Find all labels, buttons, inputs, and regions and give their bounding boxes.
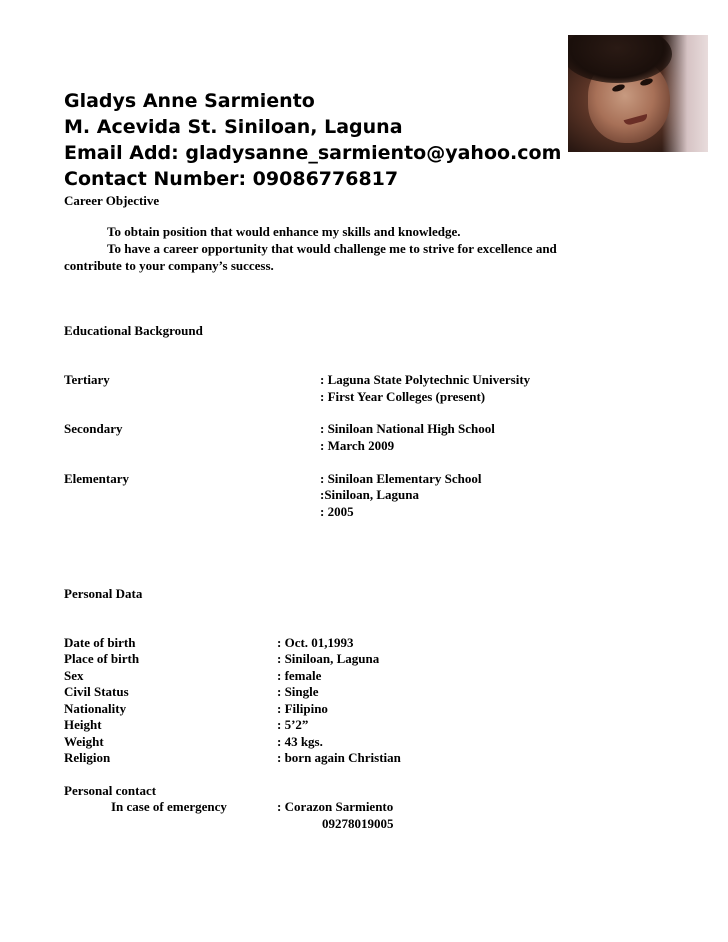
personal-row-label: Date of birth bbox=[64, 635, 136, 650]
career-objective-line-2: To have a career opportunity that would challenge me to strive for excellence and bbox=[107, 241, 557, 256]
personal-contact-heading: Personal contact bbox=[64, 783, 157, 798]
elementary-school: : Siniloan Elementary School bbox=[320, 471, 482, 486]
personal-row-value: : Filipino bbox=[277, 701, 328, 716]
tertiary-label: Tertiary bbox=[64, 372, 110, 387]
applicant-address: M. Acevida St. Siniloan, Laguna bbox=[64, 116, 403, 138]
personal-row-label: Weight bbox=[64, 734, 104, 749]
elementary-location: :Siniloan, Laguna bbox=[320, 487, 419, 502]
education-heading: Educational Background bbox=[64, 323, 203, 338]
personal-row-value: : Single bbox=[277, 684, 319, 699]
personal-row-value: : born again Christian bbox=[277, 750, 401, 765]
personal-row-label: Height bbox=[64, 717, 102, 732]
tertiary-school: : Laguna State Polytechnic University bbox=[320, 372, 531, 387]
personal-row-label: Civil Status bbox=[64, 684, 129, 699]
secondary-date: : March 2009 bbox=[320, 438, 395, 453]
applicant-email: Email Add: gladysanne_sarmiento@yahoo.com bbox=[64, 142, 562, 164]
emergency-contact-number: 09278019005 bbox=[322, 816, 394, 831]
personal-row-label: Religion bbox=[64, 750, 111, 765]
personal-row-value: : 43 kgs. bbox=[277, 734, 323, 749]
applicant-name: Gladys Anne Sarmiento bbox=[64, 90, 315, 112]
personal-row-label: Nationality bbox=[64, 701, 127, 716]
emergency-contact-name: : Corazon Sarmiento bbox=[277, 799, 394, 814]
personal-data-heading: Personal Data bbox=[64, 586, 143, 601]
career-objective-line-3: contribute to your company’s success. bbox=[64, 258, 274, 273]
secondary-label: Secondary bbox=[64, 421, 123, 436]
tertiary-level: : First Year Colleges (present) bbox=[320, 389, 486, 404]
applicant-contact-number: Contact Number: 09086776817 bbox=[64, 168, 399, 190]
personal-row-value: : 5’2” bbox=[277, 717, 309, 732]
emergency-label: In case of emergency bbox=[111, 799, 227, 814]
elementary-label: Elementary bbox=[64, 471, 129, 486]
profile-photo bbox=[568, 35, 708, 152]
secondary-school: : Siniloan National High School bbox=[320, 421, 495, 436]
personal-row-value: : Siniloan, Laguna bbox=[277, 651, 380, 666]
elementary-year: : 2005 bbox=[320, 504, 354, 519]
career-objective-line-1: To obtain position that would enhance my skills and knowledge. bbox=[107, 224, 461, 239]
personal-row-label: Sex bbox=[64, 668, 84, 683]
personal-row-value: : female bbox=[277, 668, 322, 683]
personal-row-label: Place of birth bbox=[64, 651, 140, 666]
career-objective-heading: Career Objective bbox=[64, 193, 160, 208]
personal-row-value: : Oct. 01,1993 bbox=[277, 635, 354, 650]
